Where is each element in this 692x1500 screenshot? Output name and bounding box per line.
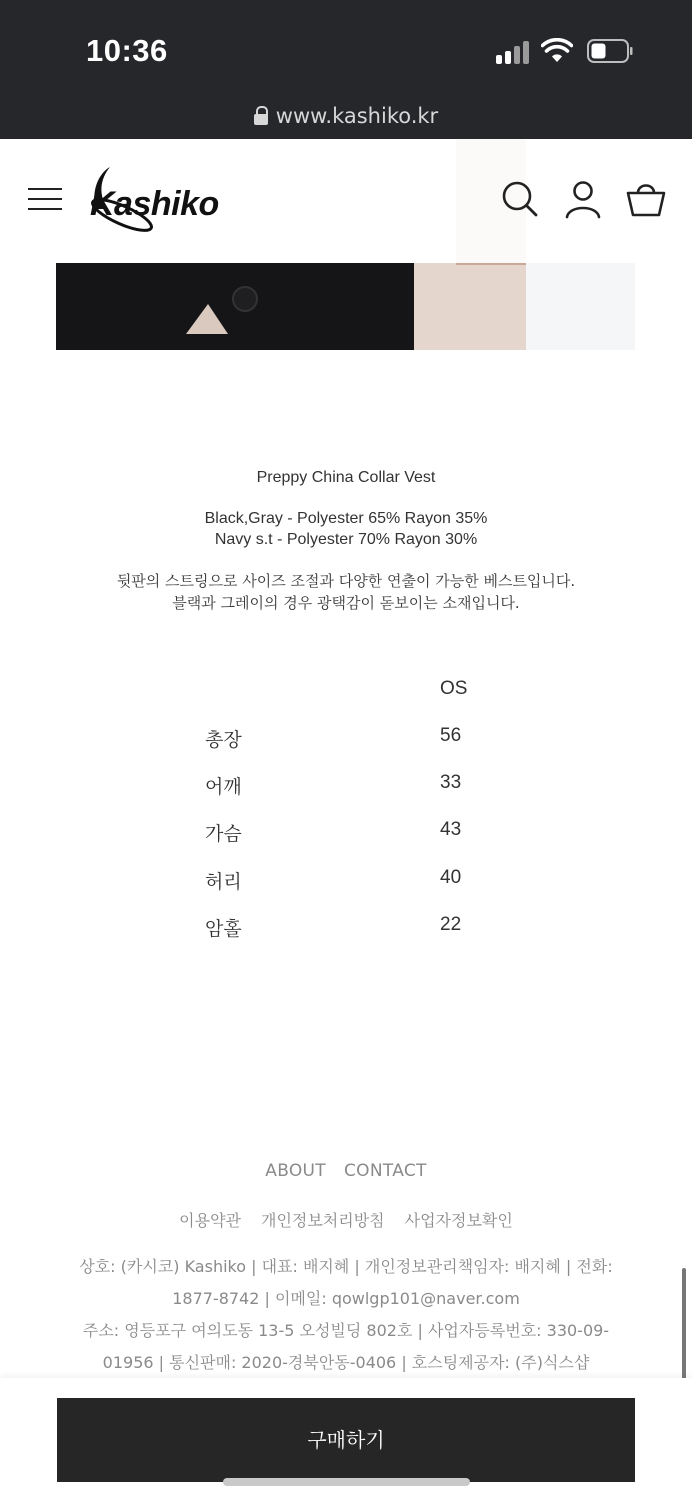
material-line: Navy s.t - Polyester 70% Rayon 30% bbox=[214, 531, 478, 548]
search-icon[interactable] bbox=[500, 179, 540, 219]
table-row bbox=[0, 819, 692, 849]
logo-text: Kashiko bbox=[90, 185, 219, 223]
company-info-line: 1877-8742 | 이메일: qowlgp101@naver.com bbox=[172, 1289, 520, 1308]
size-label: 암홀 bbox=[205, 918, 242, 940]
table-row bbox=[0, 914, 692, 944]
table-row bbox=[0, 867, 692, 897]
table-row bbox=[0, 772, 692, 802]
status-time: 10:36 bbox=[86, 33, 168, 68]
hamburger-menu-icon[interactable] bbox=[28, 186, 62, 212]
url-text: www.kashiko.kr bbox=[275, 104, 439, 128]
size-value: 22 bbox=[440, 914, 462, 935]
size-column-header: OS bbox=[440, 678, 468, 699]
privacy-policy-link[interactable]: 개인정보처리방침 bbox=[260, 1211, 385, 1230]
lock-icon bbox=[254, 106, 268, 124]
battery-icon bbox=[587, 39, 633, 63]
about-link[interactable]: ABOUT bbox=[265, 1161, 326, 1181]
material-line: Black,Gray - Polyester 65% Rayon 35% bbox=[204, 510, 488, 527]
contact-link[interactable]: CONTACT bbox=[343, 1161, 427, 1181]
size-label: 가슴 bbox=[205, 823, 242, 845]
product-title: Preppy China Collar Vest bbox=[256, 469, 436, 486]
status-bar bbox=[0, 0, 692, 139]
size-value: 43 bbox=[440, 819, 462, 840]
user-icon[interactable] bbox=[563, 179, 603, 219]
description-line: 뒷판의 스트링으로 사이즈 조절과 다양한 연출이 가능한 베스트입니다. bbox=[116, 572, 576, 590]
footer-legal-links bbox=[0, 1208, 692, 1231]
company-info-line: 주소: 영등포구 여의도동 13-5 오성빌딩 802호 | 사업자등록번호: 330-09- bbox=[82, 1321, 610, 1340]
size-label: 어깨 bbox=[205, 776, 242, 798]
buy-button[interactable]: 구매하기 bbox=[57, 1398, 635, 1482]
footer-nav bbox=[0, 1161, 692, 1181]
size-label: 총장 bbox=[205, 729, 242, 751]
business-info-link[interactable]: 사업자정보확인 bbox=[404, 1211, 513, 1230]
size-label: 허리 bbox=[205, 871, 242, 893]
table-row bbox=[0, 725, 692, 755]
shopping-basket-icon[interactable] bbox=[625, 177, 667, 219]
wifi-icon bbox=[541, 38, 573, 64]
size-value: 40 bbox=[440, 867, 462, 888]
description-line: 블랙과 그레이의 경우 광택감이 돋보이는 소재입니다. bbox=[172, 594, 520, 612]
company-info-line: 01956 | 통신판매: 2020-경북안동-0406 | 호스팅제공자: (주)식스샵 bbox=[102, 1353, 590, 1372]
site-header bbox=[0, 139, 692, 263]
address-bar[interactable] bbox=[0, 104, 692, 128]
terms-link[interactable]: 이용약관 bbox=[179, 1211, 241, 1230]
cellular-signal-icon bbox=[496, 40, 532, 64]
home-indicator[interactable] bbox=[223, 1478, 470, 1486]
company-info-line: 상호: (카시코) Kashiko | 대표: 배지혜 | 개인정보관리책임자: 배지혜 | 전화: bbox=[79, 1257, 613, 1276]
size-value: 56 bbox=[440, 725, 462, 746]
site-logo[interactable] bbox=[88, 165, 248, 237]
size-value: 33 bbox=[440, 772, 462, 793]
